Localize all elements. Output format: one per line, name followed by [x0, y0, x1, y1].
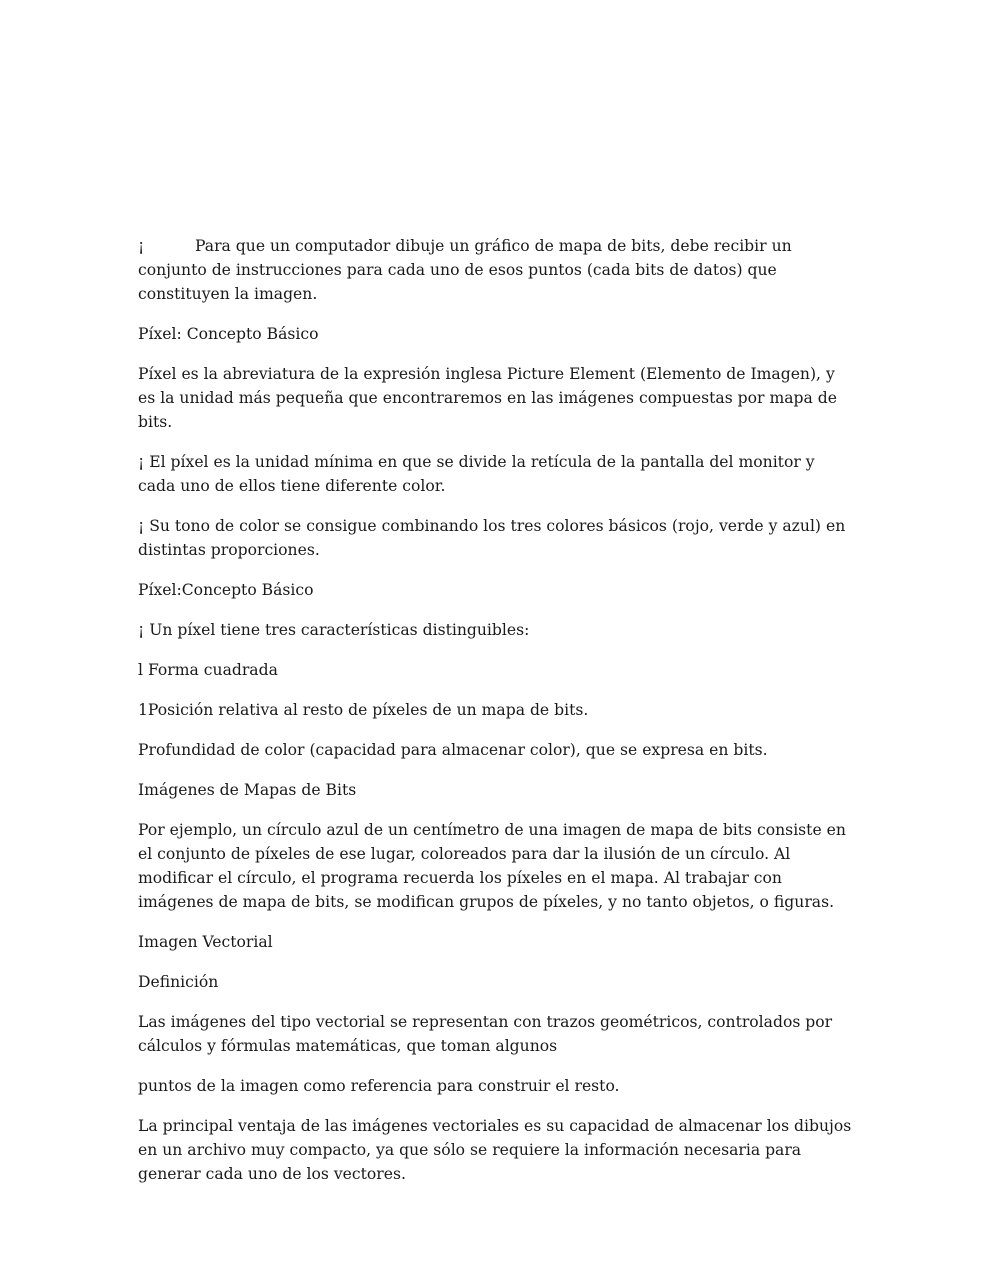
- heading-pixel-concept-2: Píxel:Concepto Básico: [138, 581, 314, 599]
- heading-bitmap-images: Imágenes de Mapas de Bits: [138, 781, 357, 799]
- bullet-marker: ¡: [138, 237, 145, 255]
- heading-definition: Definición: [138, 973, 219, 991]
- paragraph-vector-definition: Las imágenes del tipo vectorial se representan con trazos geométricos, controlados por cálculos y fórmulas matemáticas, que toman algunos: [138, 1013, 833, 1055]
- document-page: [138, 234, 854, 1202]
- paragraph-intro: [138, 234, 854, 306]
- list-item-color-depth: Profundidad de color (capacidad para almacenar color), que se expresa en bits.: [138, 741, 768, 759]
- paragraph-pixel-characteristics: ¡ Un píxel tiene tres características distinguibles:: [138, 621, 530, 639]
- list-item-square-shape: l Forma cuadrada: [138, 661, 278, 679]
- paragraph-pixel-minimum-unit: ¡ El píxel es la unidad mínima en que se divide la retícula de la pantalla del monitor y cada uno de ellos tiene diferente color.: [138, 453, 815, 495]
- paragraph-vector-reference-points: puntos de la imagen como referencia para construir el resto.: [138, 1077, 620, 1095]
- paragraph-pixel-definition: Píxel es la abreviatura de la expresión inglesa Picture Element (Elemento de Imagen), y es la unidad más pequeña que encontraremos en las imágenes compuestas por mapa de bits.: [138, 365, 837, 431]
- heading-pixel-concept: Píxel: Concepto Básico: [138, 325, 319, 343]
- paragraph-bitmap-example: Por ejemplo, un círculo azul de un centímetro de una imagen de mapa de bits consiste en el conjunto de píxeles de ese lugar, coloreados para dar la ilusión de un círculo. Al modificar el círculo, el programa recuerda los píxeles en el mapa. Al trabajar con imágenes de mapa de bits, se modifican grupos de píxeles, y no tanto objetos, o figuras.: [138, 821, 846, 911]
- heading-vector-image: Imagen Vectorial: [138, 933, 273, 951]
- paragraph-intro-text: Para que un computador dibuje un gráfico de mapa de bits, debe recibir un conjunto de instrucciones para cada uno de esos puntos (cada bits de datos) que constituyen la imagen.: [138, 237, 792, 303]
- paragraph-pixel-color-tone: ¡ Su tono de color se consigue combinando los tres colores básicos (rojo, verde y azul) en distintas proporciones.: [138, 517, 846, 559]
- paragraph-vector-advantage: La principal ventaja de las imágenes vectoriales es su capacidad de almacenar los dibujos en un archivo muy compacto, ya que sólo se requiere la información necesaria para generar cada uno de los vectores.: [138, 1117, 852, 1183]
- list-item-relative-position: 1Posición relativa al resto de píxeles de un mapa de bits.: [138, 701, 589, 719]
